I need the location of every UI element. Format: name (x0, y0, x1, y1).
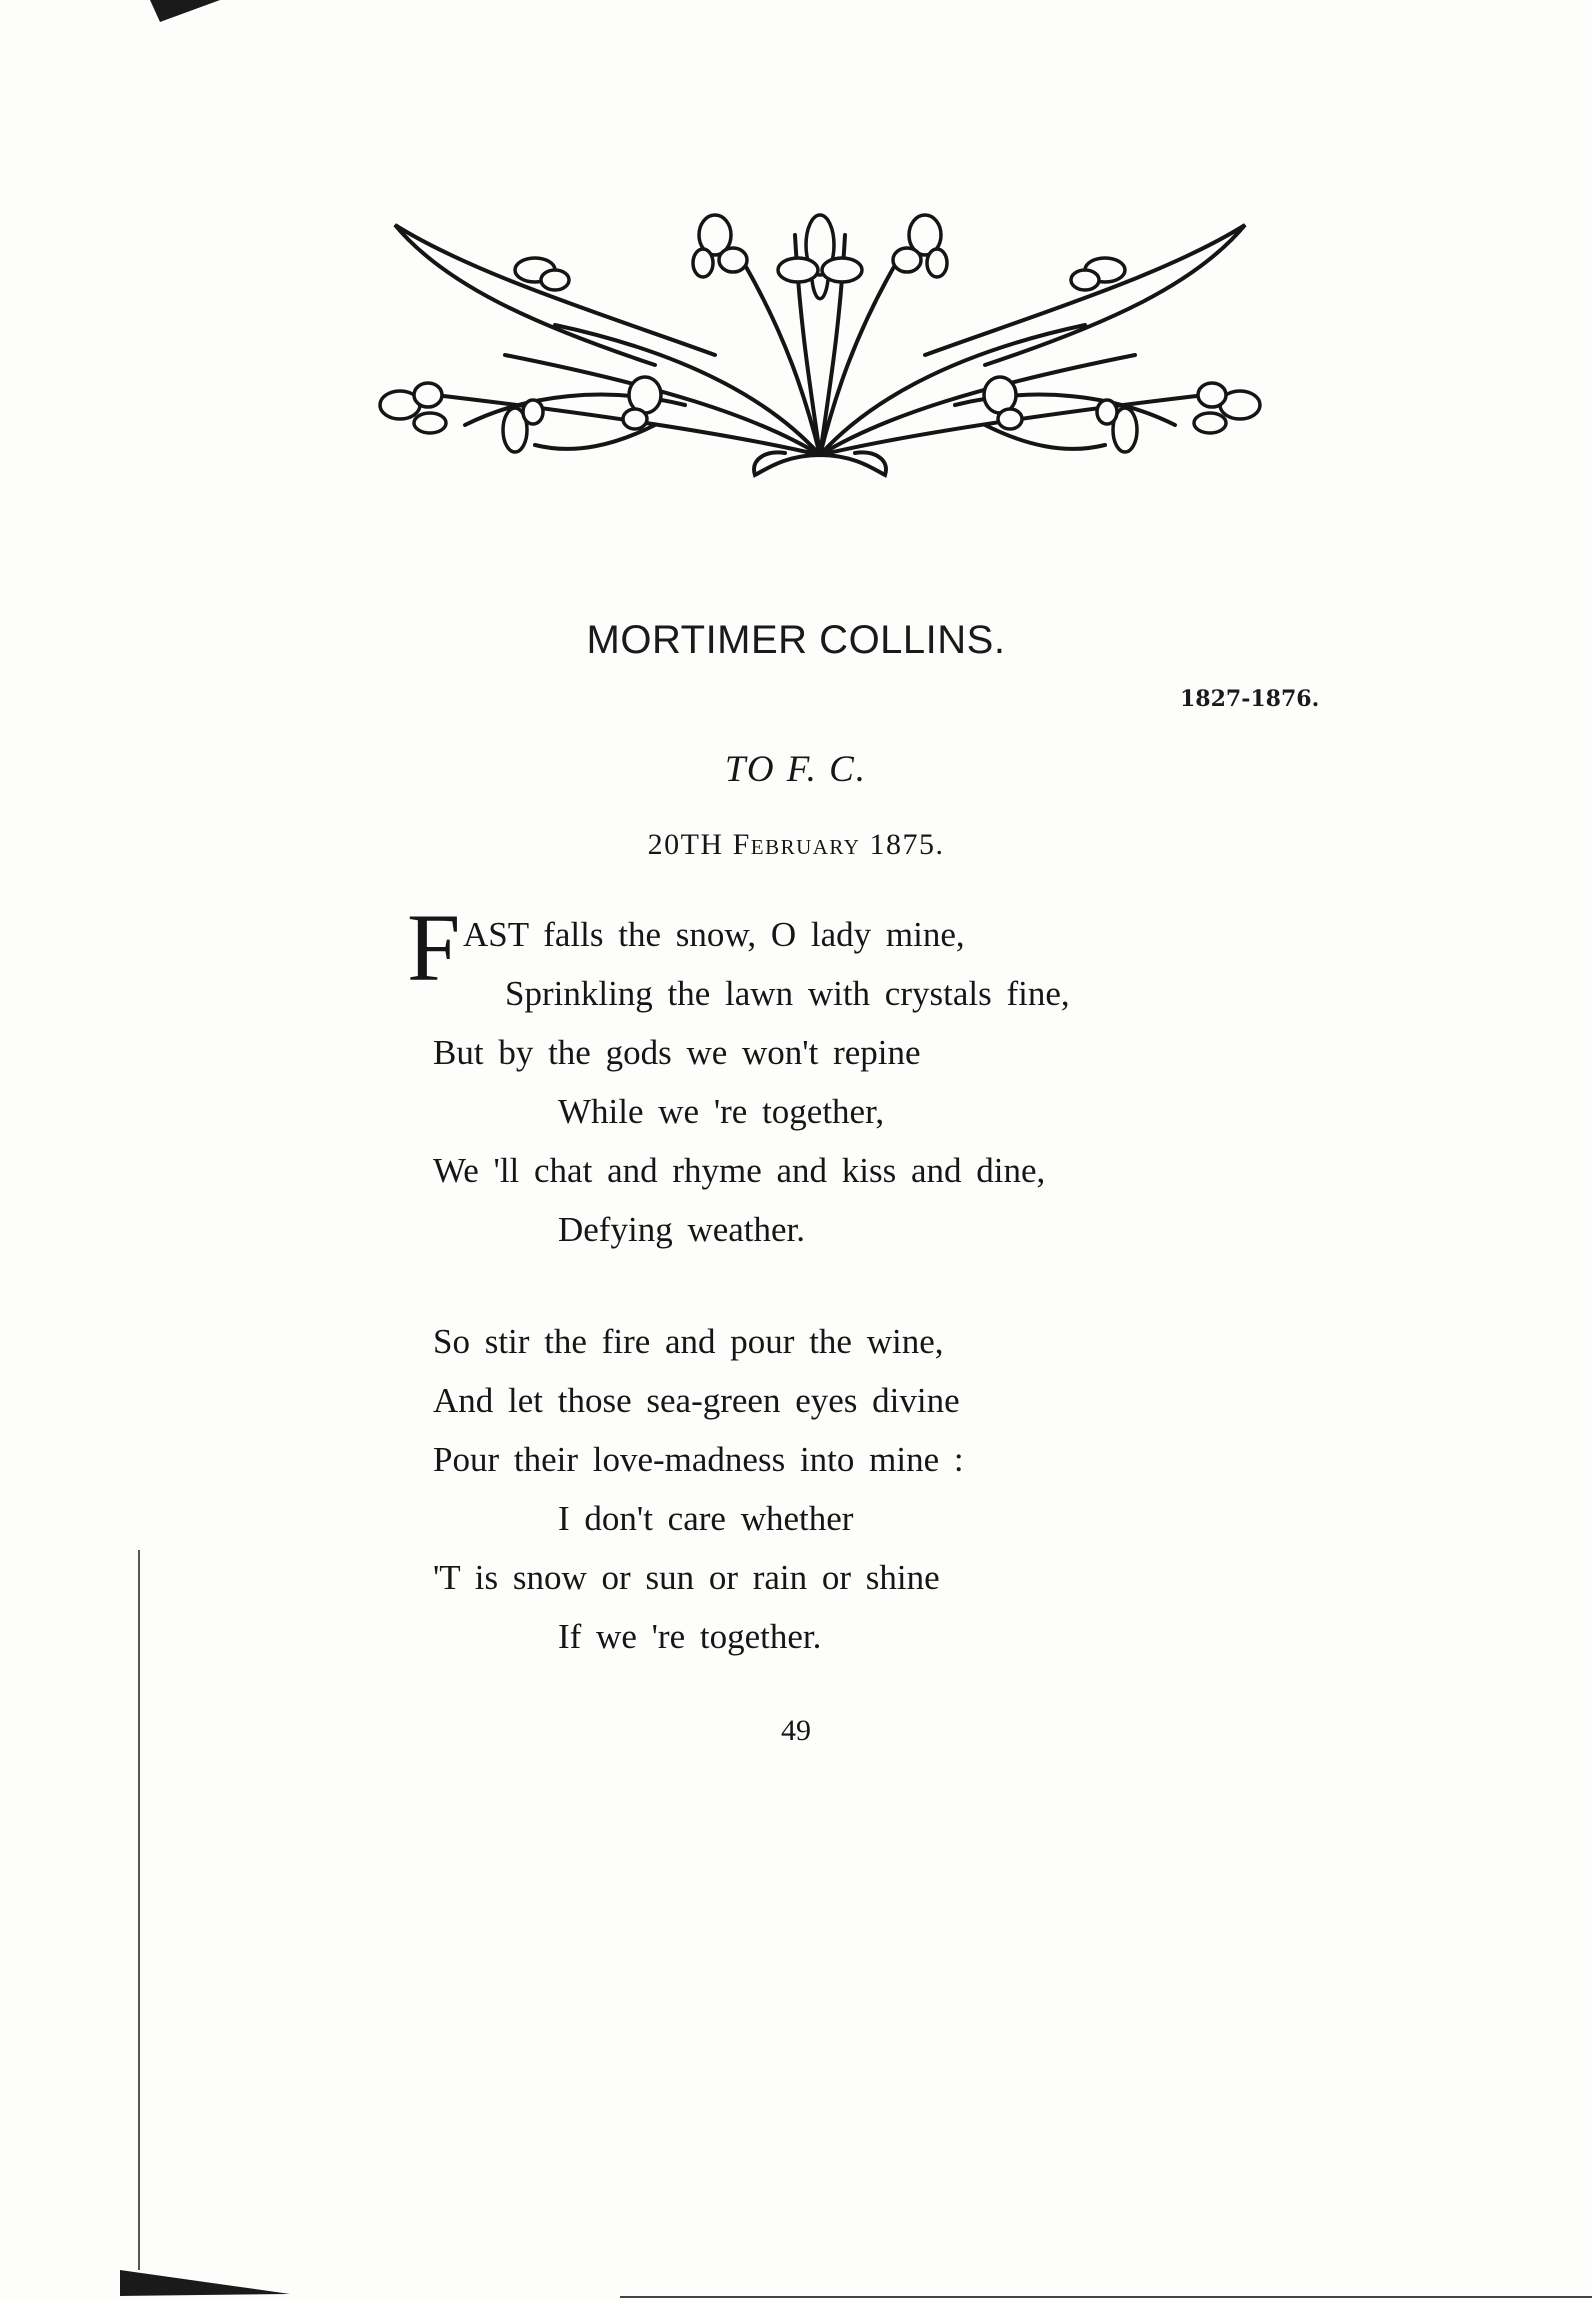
poem-line: Defying weather. (558, 1210, 806, 1249)
author-heading: MORTIMER COLLINS. (586, 618, 1006, 662)
drop-cap: F (407, 894, 461, 1001)
poem-line: And let those sea-green eyes divine (433, 1381, 960, 1420)
page-number: 49 (781, 1714, 811, 1747)
poem-date-month: February (732, 828, 861, 861)
scan-corner-mark-bottom (100, 2250, 300, 2301)
poem-line: Sprinkling the lawn with crystals fine, (505, 974, 1070, 1013)
poem-line: Pour their love-madness into mine : (433, 1440, 964, 1479)
poem-line: So stir the fire and pour the wine, (433, 1322, 944, 1361)
poem-date-day: 20TH (647, 828, 724, 861)
poem-line: But by the gods we won't repine (433, 1033, 921, 1072)
poem-line: If we 're together. (558, 1617, 822, 1656)
scan-bottom-line (620, 2296, 1592, 2298)
poem-title: TO F. C. (724, 749, 868, 790)
scan-corner-mark-top (120, 0, 230, 30)
poem-line: I don't care whether (558, 1499, 854, 1538)
stanza-2 (433, 1312, 964, 1666)
poem-line: While we 're together, (558, 1092, 885, 1131)
poem-line: We 'll chat and rhyme and kiss and dine, (433, 1151, 1046, 1190)
scan-edge-line (138, 1550, 140, 2270)
stanza-1 (407, 894, 1070, 1259)
iris-floral-ornament-icon (355, 205, 1285, 480)
poem-date-year: 1875. (869, 828, 945, 861)
poem-line: AST falls the snow, O lady mine, (463, 915, 965, 954)
poem-date (0, 828, 1592, 862)
author-dates: 1827-1876. (1180, 686, 1320, 712)
poem-line: 'T is snow or sun or rain or shine (433, 1558, 940, 1597)
